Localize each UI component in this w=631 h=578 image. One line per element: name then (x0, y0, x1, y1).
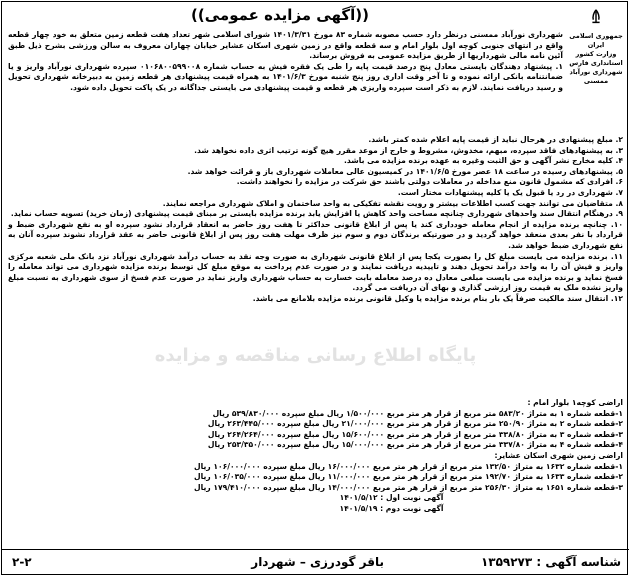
lot-item: ۲-قطعه شماره ۲ به متراژ ۲۵۰/۹۰ متر مربع از قرار هر متر مربع ۲۱/۰۰۰/۰۰۰ ریال مبلغ سپرده ۲۶۳/۴۴۵/۰۰۰ ریال (207, 419, 623, 429)
lot-item: ۳-قطعه شماره ۱۶۵۱ به متراژ ۲۵۶/۳۰ متر مربع از قرار هر متر مربع ۱۴/۰۰۰/۰۰۰ ریال مبلغ سپرده ۱۷۹/۴۱۰/۰۰۰ ریال (194, 482, 623, 492)
clause-1: ۱. پیشنهاد دهندگان بایستی معادل پنج درصد قیمت پایه را طی یک فقره فیش به حساب شماره ۰۱۰۶۸۰۰۵۹۹۰۰۸ سپرده شهرداری نورآباد واریز و یا ضمانتنامه بانکی ارائه نموده و تا آخر وقت اداری روز پنج شنبه مورخ ۱۴۰۱/۶/۳ به همراه قیمت پیشنهادی هر قطعه زمین به دبیرخانه شهرداری تحویل و رسید دریافت نمایند. لازم به ذکر است سپرده واریزی هر قطعه و قیمت پیشنهادی می بایستی جداگانه در یک پاکت تحویل داده شود. (8, 61, 563, 92)
clause-7: ۷. شهرداری در رد یا قبول یک یا کلیه پیشنهادات مختار است. (397, 187, 623, 197)
lot-item: ۴-قطعه شماره ۴ به متراژ ۳۳۷/۸۰ متر مربع از قرار هر متر مربع ۱۵/۰۰۰/۰۰۰ ریال مبلغ سپرده ۲۵۳/۳۵۰/۰۰۰ ریال (207, 440, 623, 450)
intro-paragraph (8, 30, 563, 93)
municipality-logo (569, 8, 623, 86)
clause-4: ۴. کلیه مخارج نشر آگهی و حق الثبت وغیره به عهده برنده مزایده می باشد. (344, 156, 623, 166)
clause-5: ۵. پیشنهادهای رسیده در ساعت ۱۸ عصر مورخ ۱۴۰۱/۶/۵ در کمیسیون عالی معاملات شهرداری باز و قرائت خواهد شد. (187, 166, 623, 176)
ad-id: شناسه آگهی : ۱۳۵۹۲۷۳ (480, 555, 621, 569)
lots-group2-title: اراضی زمین شهری اسکان عشایر: (494, 450, 623, 460)
clause-6: ۶. افرادی که مشمول قانون منع مداخله در معاملات دولتی باشند حق شرکت در مزایده را نخواهند داشت. (236, 177, 623, 187)
ad-title: ((آگهی مزایده عمومی)) (191, 6, 369, 24)
clause-8: ۸. متقاضیان می توانند جهت کسب اطلاعات بیشتر و رویت نقشه تفکیکی به واحد ساختمان و املاک شهرداری مراجعه نمایند. (162, 198, 623, 208)
iran-emblem-icon (587, 8, 605, 26)
lots-section (160, 398, 623, 515)
clause-11: ۱۱. برنده مزایده می بایست مبلغ کل را بصورت یکجا پس از ابلاغ قانونی شهرداری به صورت وجه نقد به حساب درآمد شهرداری نورآباد نزد بانک ملی شعبه مرکزی واریز و فیش آن را به واحد درآمد تحویل دهند و تاییدیه دریافت نمایند و در صورت عدم پرداخت به موقع مبلغ کل توسط برنده مزایده شهرداری می تواند معامله را فسخ نماید و برنده مزایده می بایست مبلغی معادل ده درصد معامله بابت خسارت به حساب شهرداری واریز نماید در صورت عدم فسخ از سوی شهرداری به نسبت مبلغ واریز نشده ملک به قیمت روز ارزشی گذاری و بهای آن دریافت می گردد. (8, 251, 623, 293)
lots-group1-title: اراضی کوچه۱ بلوار امام : (527, 398, 623, 407)
logo-line-3: استانداری فارس (569, 59, 623, 67)
clause-10: ۱۰. چنانچه برنده مزایده از انجام معامله خودداری کند یا پس از ابلاغ قانونی حداکثر تا هفت روز حاضر به انعقاد قرارداد نشود سپرده او به نفع شهرداری ضبط و قرارداد با نفر بعدی منعقد خواهد گردید و در صورتیکه برندگان دوم و سوم نیز ظرف مهلت هفت روز پس از ابلاغ قانونی حاضر به عقد قرارداد نشوند سپرده آنان به نفع شهرداری ضبط خواهد شد. (8, 219, 623, 250)
page-code: ۲-۲ (12, 555, 32, 569)
watermark: پایگاه اطلاع رسانی مناقصه و مزایده (154, 345, 477, 366)
lot-item: ۳-قطعه شماره ۳ به متراژ ۳۳۸/۸۰ متر مربع از قرار هر متر مربع ۱۵/۶۰۰/۰۰۰ ریال مبلغ سپرده ۲۶۴/۲۶۴/۰۰۰ ریال (207, 429, 623, 439)
first-publication-date: آگهی نوبت اول : ۱۴۰۱/۵/۱۲ (339, 493, 444, 503)
clause-3: ۳. به پیشنهادهای فاقد سپرده، مبهم، مخدوش، مشروط و خارج از موعد مقرر هیچ گونه ترتیب اثری داده نخواهد شد. (194, 145, 623, 155)
logo-line-4: شهرداری نورآباد ممسنی (569, 68, 623, 85)
logo-line-2: وزارت کشور (575, 50, 617, 58)
logo-line-1: جمهوری اسلامی ایران (569, 32, 623, 49)
second-publication-date: آگهی نوبت دوم : ۱۴۰۱/۵/۱۹ (339, 503, 444, 513)
footer (2, 549, 629, 576)
signer: باقر گودرزی – شهردار (251, 555, 384, 569)
intro-text: شهرداری نورآباد ممسنی درنظر دارد حسب مصوبه شماره ۸۳ مورخ ۱۴۰۱/۳/۳۱ شورای اسلامی شهر تعداد هفت قطعه زمین متعلق به خود چهار قطعه واقع در انتهای جنوبی کوچه اول بلوار امام و سه قطعه واقع در زمین شهری اسکان عشایر خیابان چهاران معروف به سالن ورزشی بشرح ذیل طبق آئین نامه مالی شهرداریها از طریق مزایده عمومی به فروش برساند. (8, 30, 563, 60)
clause-9: ۹. درهنگام انتقال سند واحدهای شهرداری چنانچه مساحت واحد کاهش یا افزایش یابد برنده مزایده بایستی بر مبنای قیمت پیشنهادی (زمان خرید) تسویه حساب نماید. (10, 209, 623, 219)
lot-item: ۱-قطعه شماره ۱۶۳۲ به متراژ ۱۳۲/۵۰ متر مربع از قرار هر متر مربع ۱۶/۰۰۰/۰۰۰ ریال مبلغ سپرده ۱۰۶/۰۰۰/۰۰۰ ریال (194, 461, 623, 471)
clause-2: ۲. مبلغ پیشنهادی در هرحال نباید از قیمت پایه اعلام شده کمتر باشد. (368, 135, 623, 144)
clauses-list (8, 135, 623, 305)
lot-item: ۱-قطعه شماره ۱ به متراژ ۵۸۳/۲۰ متر مربع از قرار هر متر مربع ۱/۵۰۰/۰۰۰ ریال مبلغ سپرده ۵۳۹/۸۳۰/۰۰۰ ریال (212, 408, 623, 418)
clause-12: ۱۲. انتقال سند مالکیت صرفاً یک بار بنام برنده مزایده یا وکیل قانونی برنده مزایده بلامانع می باشد. (252, 293, 623, 303)
lot-item: ۲-قطعه شماره ۱۶۳۳ به متراژ ۱۹۲/۷۰ متر مربع از قرار هر متر مربع ۱۱/۰۰۰/۰۰۰ ریال مبلغ سپرده ۱۰۶/۰۳۵/۰۰۰ ریال (194, 472, 623, 482)
